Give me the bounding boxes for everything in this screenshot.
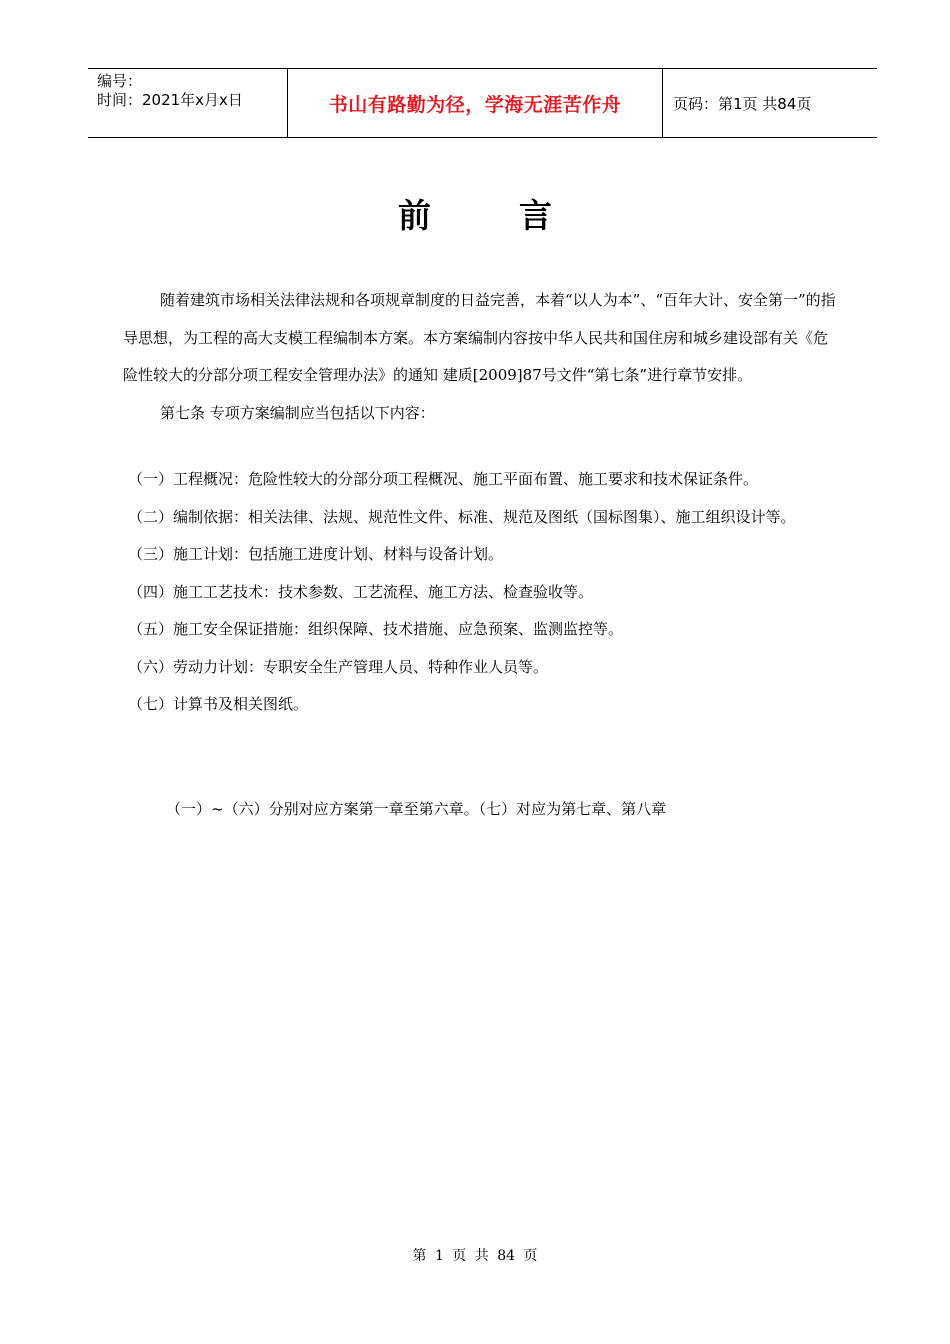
document-header (88, 68, 877, 138)
chapter-mapping-note: （一）~（六）分别对应方案第一章至第六章。（七）对应为第七章、第八章 (166, 800, 667, 818)
page-title: 前言 (398, 196, 640, 235)
header-page-info: 页码：第1页 共84页 (673, 94, 812, 113)
page-footer: 第 1 页 共 84 页 (412, 1248, 538, 1264)
article-seven-heading: 第七条 专项方案编制应当包括以下内容： (160, 403, 435, 422)
header-meta (88, 69, 288, 137)
list-item: （七）计算书及相关图纸。 (128, 695, 309, 713)
list-item: （五）施工安全保证措施：组织保障、技术措施、应急预案、监测监控等。 (128, 620, 624, 638)
date-label: 时间：2021年x月x日 (97, 91, 243, 109)
list-item: （四）施工工艺技术：技术参数、工艺流程、施工方法、检查验收等。 (128, 582, 594, 601)
header-motto: 书山有路勤为径，学海无涯苦作舟 (288, 69, 663, 137)
list-item: （六）劳动力计划：专职安全生产管理人员、特种作业人员等。 (128, 657, 549, 676)
intro-paragraph: 随着建筑市场相关法律法规和各项规章制度的日益完善，本着“以人为本”、“百年大计、安全第一”的指导思想，为工程的高大支模工程编制本方案。本方案编制内容按中华人民共和国住房和城乡建设部有关《危险性较大的分部分项工程安全管理办法》的通知 建质[2009]87号文件“第七条”进行章节安排。 (123, 291, 836, 384)
requirements-list (128, 461, 840, 724)
serial-number-label: 编号： (97, 72, 143, 90)
list-item: （二）编制依据：相关法律、法规、规范性文件、标准、规范及图纸（国标图集）、施工组织设计等。 (128, 507, 796, 526)
list-item: （一）工程概况：危险性较大的分部分项工程概况、施工平面布置、施工要求和技术保证条件。 (128, 470, 759, 488)
document-body (123, 282, 840, 432)
list-item: （三）施工计划：包括施工进度计划、材料与设备计划。 (128, 545, 504, 563)
